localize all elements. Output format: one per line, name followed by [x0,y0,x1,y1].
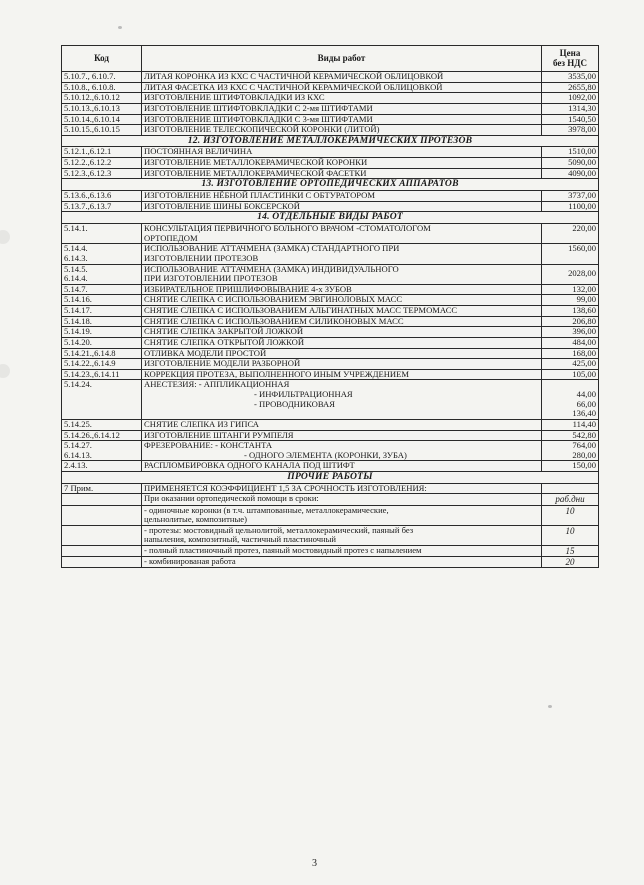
row-code: 5.10.15.,6.10.15 [62,125,142,136]
header-price-line2: без НДС [553,57,587,68]
row-code: 5.12.2.,6.12.2 [62,158,142,169]
table-row [62,224,599,244]
row-price: 206,80 [542,316,599,327]
table-row [62,505,599,525]
row-code: 5.13.7.,6.13.7 [62,201,142,212]
section-title-13: 13. ИЗГОТОВЛЕНИЕ ОРТОПЕДИЧЕСКИХ АППАРАТОВ [62,179,599,191]
row-work: ИЗГОТОВЛЕНИЕ ШТАНГИ РУМПЕЛЯ [142,430,542,441]
row-work-line2: ИЗГОТОВЛЕНИИ ПРОТЕЗОВ [144,252,259,263]
term-line1: - протезы: мостовидный цельнолитой, металлокерамический, паяный без [144,525,414,535]
scan-speck [118,26,122,29]
row-price: 542,80 [542,430,599,441]
row-work: ПРИМЕНЯЕТСЯ КОЭФФИЦИЕНТ 1,5 ЗА СРОЧНОСТЬ ИЗГОТОВЛЕНИЯ: [142,483,542,494]
row-work: СНЯТИЕ СЛЕПКА С ИСПОЛЬЗОВАНИЕМ АЛЬГИНАТНЫХ МАСС ТЕРМОМАСС [142,306,542,317]
anest-price3: 136,40 [572,408,596,419]
row-work: ИЗГОТОВЛЕНИЕ НЁБНОЙ ПЛАСТИНКИ С ОБТУРАТОРОМ [142,191,542,202]
row-work: СНЯТИЕ СЛЕПКА С ИСПОЛЬЗОВАНИЕМ ЭВГИНОЛОВЫХ МАСС [142,295,542,306]
table-row [62,306,599,317]
row-work: ИЗГОТОВЛЕНИЕ ШТИФТОВКЛАДКИ С 3-мя ШТИФТАМИ [142,114,542,125]
table-row [62,483,599,494]
section-title-14: 14. ОТДЕЛЬНЫЕ ВИДЫ РАБОТ [62,212,599,224]
row-code [62,557,142,568]
term-line2: цельнолитые, композитные) [144,514,247,525]
row-work-line1: ИСПОЛЬЗОВАНИЕ АТТАЧМЕНА (ЗАМКА) ИНДИВИДУАЛЬНОГО [144,264,399,274]
row-code: 5.14.19. [62,327,142,338]
row-price: 396,00 [542,327,599,338]
row-code: 5.14.23.,6.14.11 [62,369,142,380]
table-row [62,348,599,359]
anest-price1: 44,00 [576,389,596,400]
row-work: РАСПЛОМБИРОВКА ОДНОГО КАНАЛА ПОД ШТИФТ [142,461,542,472]
row-code [62,525,142,545]
row-code: 5.10.12.,6.10.12 [62,93,142,104]
punch-hole-top [0,230,10,244]
row-code: 7 Прим. [62,483,142,494]
row-price: 150,00 [542,461,599,472]
row-price: 3737,00 [542,191,599,202]
term-line2: напыления, композитный, частичный пластиночный [144,534,337,545]
row-work [142,441,542,461]
row-price: 138,60 [542,306,599,317]
anest-line1: АНЕСТЕЗИЯ: - АППЛИКАЦИОННАЯ [144,379,290,390]
anest-line3: - ПРОВОДНИКОВАЯ [254,398,335,409]
row-work: ИЗГОТОВЛЕНИЕ МЕТАЛЛОКЕРАМИЧЕСКОЙ КОРОНКИ [142,158,542,169]
row-code: 5.10.8., 6.10.8. [62,82,142,93]
row-work: СНЯТИЕ СЛЕПКА ОТКРЫТОЙ ЛОЖКОЙ [142,337,542,348]
row-work: - комбинированая работа [142,557,542,568]
row-code-line1: 5.14.5. [64,264,88,274]
anest-line2: - ИНФИЛЬТРАЦИОННАЯ [254,389,353,400]
table-row [62,419,599,430]
row-code: 5.14.25. [62,419,142,430]
table-row [62,103,599,114]
row-code [62,244,142,264]
row-work: ИЗГОТОВЛЕНИЕ ШИНЫ БОКСЕРСКОЙ [142,201,542,212]
table-row [62,525,599,545]
row-code [62,441,142,461]
scan-speck [548,705,552,708]
row-work: ЛИТАЯ ФАСЕТКА ИЗ КХС С ЧАСТИЧНОЙ КЕРАМИЧЕСКОЙ ОБЛИЦОВКОЙ [142,82,542,93]
table-row [62,359,599,370]
row-work [142,380,542,420]
row-price: 2028,00 [542,264,599,284]
row-work: ИЗГОТОВЛЕНИЕ ШТИФТОВКЛАДКИ С 2-мя ШТИФТАМИ [142,103,542,114]
row-code: 5.14.20. [62,337,142,348]
row-work-line2: ОРТОПЕДОМ [144,232,198,243]
row-work: ИЗГОТОВЛЕНИЕ ШТИФТОВКЛАДКИ ИЗ КХС [142,93,542,104]
mill-line2: - ОДНОГО ЭЛЕМЕНТА (КОРОНКИ, ЗУБА) [244,449,407,460]
row-price: 1540,50 [542,114,599,125]
section-title-other: ПРОЧИЕ РАБОТЫ [62,472,599,484]
table-row [62,147,599,158]
row-work [142,525,542,545]
row-code [62,264,142,284]
section-row [62,472,599,484]
section-title-12: 12. ИЗГОТОВЛЕНИЕ МЕТАЛЛОКЕРАМИЧЕСКИХ ПРОТЕЗОВ [62,135,599,147]
mill-price1: 764,00 [572,440,596,451]
row-work [142,505,542,525]
table-row [62,158,599,169]
row-price: 1314,30 [542,103,599,114]
section-row [62,179,599,191]
row-price: 132,00 [542,284,599,295]
table-row [62,546,599,557]
row-code-line1: 5.14.27. [64,440,92,451]
row-work [142,244,542,264]
table-row [62,316,599,327]
row-code [62,494,142,505]
header-price-line1: Цена [559,48,581,59]
row-price: 3978,00 [542,125,599,136]
row-price: 220,00 [542,224,599,244]
row-code: 5.12.1.,6.12.1 [62,147,142,158]
section-row [62,135,599,147]
table-row [62,430,599,441]
row-work: СНЯТИЕ СЛЕПКА ЗАКРЫТОЙ ЛОЖКОЙ [142,327,542,338]
row-days: 10 [542,525,599,545]
row-price: 2655,80 [542,82,599,93]
table-row [62,380,599,420]
row-work: СНЯТИЕ СЛЕПКА С ИСПОЛЬЗОВАНИЕМ СИЛИКОНОВЫХ МАСС [142,316,542,327]
table-row [62,72,599,83]
row-work: СНЯТИЕ СЛЕПКА ИЗ ГИПСА [142,419,542,430]
header-work: Виды работ [142,46,542,72]
row-price: 99,00 [542,295,599,306]
row-price: 4090,00 [542,168,599,179]
row-code: 5.14.7. [62,284,142,295]
row-code: 5.12.3.,6.12.3 [62,168,142,179]
mill-price2: 280,00 [572,449,596,460]
row-work-line1: КОНСУЛЬТАЦИЯ ПЕРВИЧНОГО БОЛЬНОГО ВРАЧОМ -СТОМАТОЛОГОМ [144,223,431,234]
mill-line1: ФРЕЗЕРОВАНИЕ: - КОНСТАНТА [144,440,273,451]
row-work: ИЗГОТОВЛЕНИЕ МОДЕЛИ РАЗБОРНОЙ [142,359,542,370]
row-price: 1100,00 [542,201,599,212]
row-code-line2: 6.14.4. [64,273,88,284]
table-row [62,82,599,93]
row-work: ИЗБИРАТЕЛЬНОЕ ПРИШЛИФОВЫВАНИЕ 4-х ЗУБОВ [142,284,542,295]
table-row [62,125,599,136]
row-work: КОРРЕКЦИЯ ПРОТЕЗА, ВЫПОЛНЕННОГО ИНЫМ УЧРЕЖДЕНИЕМ [142,369,542,380]
row-code-line2: 6.14.3. [64,252,88,263]
table-row [62,295,599,306]
row-days: 15 [542,546,599,557]
row-code-line2: 6.14.13. [64,449,92,460]
row-price: 1510,00 [542,147,599,158]
header-price [542,46,599,72]
price-table [61,45,599,568]
row-code: 5.14.1. [62,224,142,244]
row-price: 5090,00 [542,158,599,169]
anest-price2: 66,00 [576,398,596,409]
punch-hole-bottom [0,364,10,378]
row-price: 105,00 [542,369,599,380]
row-code: 2.4.13. [62,461,142,472]
row-code: 5.14.24. [62,380,142,420]
row-work-line1: ИСПОЛЬЗОВАНИЕ АТТАЧМЕНА (ЗАМКА) СТАНДАРТНОГО ПРИ [144,243,400,254]
table-row [62,461,599,472]
row-price: 1560,00 [542,244,599,264]
row-days: 10 [542,505,599,525]
row-work: ИЗГОТОВЛЕНИЕ МЕТАЛЛОКЕРАМИЧЕСКОЙ ФАСЕТКИ [142,168,542,179]
row-work [142,264,542,284]
row-days-unit: раб.дни [542,494,599,505]
row-code: 5.14.22.,6.14.9 [62,359,142,370]
header-code: Код [62,46,142,72]
table-row [62,557,599,568]
table-row [62,327,599,338]
table-row [62,114,599,125]
table-row [62,168,599,179]
row-work: ИЗГОТОВЛЕНИЕ ТЕЛЕСКОПИЧЕСКОЙ КОРОНКИ (ЛИТОЙ) [142,125,542,136]
row-work: ПОСТОЯННАЯ ВЕЛИЧИНА [142,147,542,158]
page-number: 3 [312,858,317,869]
row-work [142,224,542,244]
table-row [62,441,599,461]
table-row [62,244,599,264]
row-work: ОТЛИВКА МОДЕЛИ ПРОСТОЙ [142,348,542,359]
row-price: 114,40 [542,419,599,430]
row-work: ЛИТАЯ КОРОНКА ИЗ КХС С ЧАСТИЧНОЙ КЕРАМИЧЕСКОЙ ОБЛИЦОВКОЙ [142,72,542,83]
table-row [62,494,599,505]
section-row [62,212,599,224]
row-code: 5.10.14.,6.10.14 [62,114,142,125]
row-price: 1092,00 [542,93,599,104]
row-price [542,380,599,420]
row-work: При оказании ортопедической помощи в сроки: [142,494,542,505]
table-header-row [62,46,599,72]
row-code: 5.14.17. [62,306,142,317]
table-row [62,93,599,104]
row-code: 5.14.16. [62,295,142,306]
row-price: 484,00 [542,337,599,348]
table-row [62,201,599,212]
row-code: 5.14.18. [62,316,142,327]
row-code: 5.10.13.,6.10.13 [62,103,142,114]
row-code [62,505,142,525]
row-price [542,483,599,494]
row-code: 5.13.6.,6.13.6 [62,191,142,202]
row-code: 5.14.21.,6.14.8 [62,348,142,359]
row-price: 3535,00 [542,72,599,83]
row-work: - полный пластиночный протез, паяный мостовидный протез с напылением [142,546,542,557]
row-price: 168,00 [542,348,599,359]
table-row [62,369,599,380]
row-code [62,546,142,557]
table-row [62,337,599,348]
row-price: 425,00 [542,359,599,370]
row-code-line1: 5.14.4. [64,243,88,254]
row-days: 20 [542,557,599,568]
table-row [62,191,599,202]
row-code: 5.10.7., 6.10.7. [62,72,142,83]
row-work-line2: ПРИ ИЗГОТОВЛЕНИИ ПРОТЕЗОВ [144,273,278,284]
table-row [62,284,599,295]
term-line1: - одиночные коронки (в т.ч. штампованные, металлокерамические, [144,505,389,515]
row-price [542,441,599,461]
table-row [62,264,599,284]
row-code: 5.14.26.,6.14.12 [62,430,142,441]
